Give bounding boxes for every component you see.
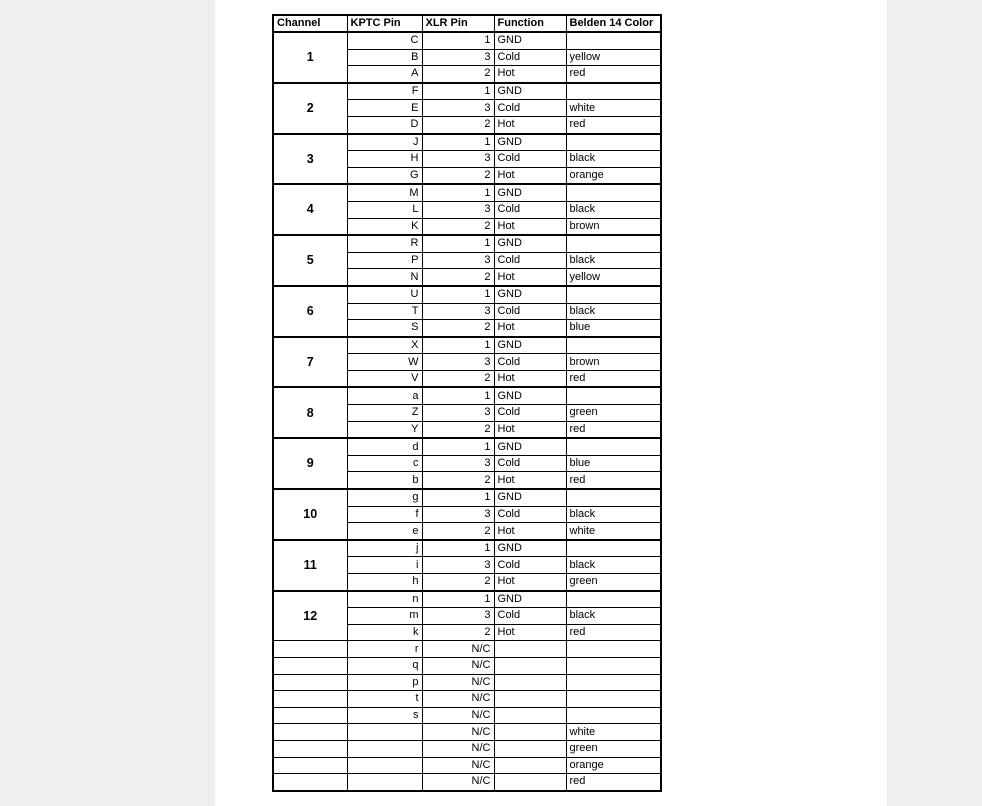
kptc-pin-cell: f	[347, 506, 422, 523]
color-cell: brown	[566, 218, 661, 235]
channel-cell	[273, 774, 347, 791]
table-row-nc	[273, 657, 661, 674]
function-cell: Hot	[494, 116, 566, 133]
kptc-pin-cell: V	[347, 370, 422, 387]
function-cell	[494, 691, 566, 708]
function-cell: Cold	[494, 405, 566, 422]
kptc-pin-cell: F	[347, 83, 422, 100]
function-cell: Hot	[494, 624, 566, 641]
xlr-pin-cell: 1	[422, 83, 494, 100]
kptc-pin-cell: k	[347, 624, 422, 641]
color-cell	[566, 438, 661, 455]
table-row	[273, 387, 661, 404]
color-cell	[566, 691, 661, 708]
function-cell: Cold	[494, 151, 566, 168]
function-cell: Cold	[494, 354, 566, 371]
kptc-pin-cell: c	[347, 455, 422, 472]
color-cell: black	[566, 151, 661, 168]
channel-cell	[273, 657, 347, 674]
channel-cell: 10	[273, 489, 347, 540]
function-cell: GND	[494, 32, 566, 49]
color-cell: black	[566, 252, 661, 269]
color-cell: blue	[566, 320, 661, 337]
channel-cell: 7	[273, 337, 347, 388]
function-cell: Hot	[494, 574, 566, 591]
color-cell: red	[566, 66, 661, 83]
color-cell: red	[566, 116, 661, 133]
xlr-pin-cell: N/C	[422, 691, 494, 708]
table-row	[273, 337, 661, 354]
color-cell	[566, 591, 661, 608]
kptc-pin-cell: X	[347, 337, 422, 354]
xlr-pin-cell: 3	[422, 608, 494, 625]
color-cell	[566, 286, 661, 303]
kptc-pin-cell: Z	[347, 405, 422, 422]
kptc-pin-cell	[347, 774, 422, 791]
kptc-pin-cell: A	[347, 66, 422, 83]
table-row-nc	[273, 740, 661, 757]
xlr-pin-cell: 2	[422, 320, 494, 337]
table-row-nc	[273, 674, 661, 691]
color-cell: black	[566, 557, 661, 574]
xlr-pin-cell: 1	[422, 32, 494, 49]
channel-cell: 5	[273, 235, 347, 286]
function-cell: GND	[494, 134, 566, 151]
xlr-pin-cell: 1	[422, 337, 494, 354]
color-cell: brown	[566, 354, 661, 371]
xlr-pin-cell: 2	[422, 116, 494, 133]
xlr-pin-cell: 2	[422, 370, 494, 387]
color-cell	[566, 674, 661, 691]
function-cell: Hot	[494, 472, 566, 489]
xlr-pin-cell: 3	[422, 303, 494, 320]
xlr-pin-cell: 2	[422, 472, 494, 489]
channel-cell: 9	[273, 438, 347, 489]
xlr-pin-cell: N/C	[422, 724, 494, 741]
kptc-pin-cell: J	[347, 134, 422, 151]
channel-cell	[273, 691, 347, 708]
table-row-nc	[273, 641, 661, 658]
kptc-pin-cell: h	[347, 574, 422, 591]
color-cell: orange	[566, 757, 661, 774]
kptc-pin-cell: K	[347, 218, 422, 235]
column-header-channel: Channel	[273, 15, 347, 32]
color-cell: orange	[566, 167, 661, 184]
kptc-pin-cell: G	[347, 167, 422, 184]
color-cell: yellow	[566, 49, 661, 66]
xlr-pin-cell: N/C	[422, 674, 494, 691]
kptc-pin-cell: U	[347, 286, 422, 303]
function-cell: GND	[494, 184, 566, 201]
color-cell: red	[566, 624, 661, 641]
color-cell: red	[566, 421, 661, 438]
color-cell: green	[566, 574, 661, 591]
table-row	[273, 32, 661, 49]
kptc-pin-cell: d	[347, 438, 422, 455]
function-cell	[494, 774, 566, 791]
table-row	[273, 83, 661, 100]
kptc-pin-cell: p	[347, 674, 422, 691]
function-cell: Hot	[494, 370, 566, 387]
kptc-pin-cell: W	[347, 354, 422, 371]
function-cell: Cold	[494, 201, 566, 218]
kptc-pin-cell: g	[347, 489, 422, 506]
kptc-pin-cell: m	[347, 608, 422, 625]
xlr-pin-cell: 3	[422, 557, 494, 574]
color-cell: white	[566, 523, 661, 540]
xlr-pin-cell: 2	[422, 167, 494, 184]
color-cell	[566, 657, 661, 674]
xlr-pin-cell: 2	[422, 421, 494, 438]
kptc-pin-cell	[347, 740, 422, 757]
xlr-pin-cell: 3	[422, 201, 494, 218]
channel-cell	[273, 740, 347, 757]
color-cell: black	[566, 506, 661, 523]
color-cell	[566, 387, 661, 404]
xlr-pin-cell: 3	[422, 455, 494, 472]
channel-cell: 1	[273, 32, 347, 83]
function-cell: GND	[494, 591, 566, 608]
xlr-pin-cell: 3	[422, 354, 494, 371]
color-cell: green	[566, 405, 661, 422]
table-row-nc	[273, 691, 661, 708]
function-cell	[494, 641, 566, 658]
xlr-pin-cell: 1	[422, 286, 494, 303]
function-cell: Hot	[494, 269, 566, 286]
column-header-belden-color: Belden 14 Color	[566, 15, 661, 32]
kptc-pin-cell: L	[347, 201, 422, 218]
function-cell: Hot	[494, 421, 566, 438]
table-row	[273, 134, 661, 151]
function-cell	[494, 657, 566, 674]
function-cell: Cold	[494, 100, 566, 117]
table-row	[273, 591, 661, 608]
channel-cell	[273, 707, 347, 724]
document-page	[215, 0, 887, 806]
function-cell: GND	[494, 83, 566, 100]
xlr-pin-cell: 3	[422, 151, 494, 168]
function-cell: Cold	[494, 49, 566, 66]
function-cell: GND	[494, 235, 566, 252]
kptc-pin-cell: e	[347, 523, 422, 540]
table-row-nc	[273, 707, 661, 724]
table-row	[273, 286, 661, 303]
function-cell: Cold	[494, 506, 566, 523]
kptc-pin-cell: T	[347, 303, 422, 320]
table-row	[273, 438, 661, 455]
xlr-pin-cell: N/C	[422, 641, 494, 658]
kptc-pin-cell: D	[347, 116, 422, 133]
color-cell: red	[566, 370, 661, 387]
channel-cell: 11	[273, 540, 347, 591]
function-cell	[494, 724, 566, 741]
xlr-pin-cell: 1	[422, 540, 494, 557]
xlr-pin-cell: N/C	[422, 740, 494, 757]
channel-cell	[273, 674, 347, 691]
kptc-pin-cell: n	[347, 591, 422, 608]
xlr-pin-cell: N/C	[422, 757, 494, 774]
xlr-pin-cell: 2	[422, 218, 494, 235]
kptc-pin-cell: q	[347, 657, 422, 674]
kptc-pin-cell: R	[347, 235, 422, 252]
function-cell: Hot	[494, 320, 566, 337]
function-cell: Cold	[494, 557, 566, 574]
color-cell	[566, 32, 661, 49]
channel-cell	[273, 724, 347, 741]
kptc-pin-cell: i	[347, 557, 422, 574]
xlr-pin-cell: 3	[422, 252, 494, 269]
table-row	[273, 489, 661, 506]
color-cell: black	[566, 303, 661, 320]
xlr-pin-cell: 3	[422, 100, 494, 117]
color-cell	[566, 337, 661, 354]
function-cell	[494, 674, 566, 691]
color-cell	[566, 184, 661, 201]
function-cell: Cold	[494, 608, 566, 625]
color-cell: blue	[566, 455, 661, 472]
kptc-pin-cell: E	[347, 100, 422, 117]
table-header	[273, 15, 661, 32]
color-cell: red	[566, 472, 661, 489]
xlr-pin-cell: 1	[422, 438, 494, 455]
xlr-pin-cell: 3	[422, 49, 494, 66]
table-row	[273, 184, 661, 201]
function-cell: GND	[494, 387, 566, 404]
color-cell	[566, 134, 661, 151]
column-header-kptc-pin: KPTC Pin	[347, 15, 422, 32]
table-body	[273, 32, 661, 791]
xlr-pin-cell: 2	[422, 66, 494, 83]
xlr-pin-cell: 1	[422, 591, 494, 608]
xlr-pin-cell: 1	[422, 235, 494, 252]
color-cell	[566, 83, 661, 100]
color-cell: white	[566, 100, 661, 117]
function-cell: Cold	[494, 303, 566, 320]
header-row	[273, 15, 661, 32]
kptc-pin-cell: t	[347, 691, 422, 708]
xlr-pin-cell: 2	[422, 523, 494, 540]
channel-cell	[273, 757, 347, 774]
function-cell: Cold	[494, 455, 566, 472]
xlr-pin-cell: 1	[422, 387, 494, 404]
function-cell: Hot	[494, 218, 566, 235]
xlr-pin-cell: N/C	[422, 774, 494, 791]
color-cell	[566, 707, 661, 724]
kptc-pin-cell: S	[347, 320, 422, 337]
kptc-pin-cell	[347, 757, 422, 774]
channel-cell: 4	[273, 184, 347, 235]
kptc-pin-cell: a	[347, 387, 422, 404]
color-cell	[566, 489, 661, 506]
xlr-pin-cell: 2	[422, 624, 494, 641]
kptc-pin-cell: r	[347, 641, 422, 658]
kptc-pin-cell: B	[347, 49, 422, 66]
wiring-table	[272, 14, 662, 792]
function-cell	[494, 740, 566, 757]
table-row-nc	[273, 757, 661, 774]
table-row-nc	[273, 774, 661, 791]
kptc-pin-cell: Y	[347, 421, 422, 438]
channel-cell: 12	[273, 591, 347, 641]
channel-cell: 2	[273, 83, 347, 134]
xlr-pin-cell: 1	[422, 489, 494, 506]
color-cell: red	[566, 774, 661, 791]
table-row	[273, 540, 661, 557]
kptc-pin-cell: H	[347, 151, 422, 168]
xlr-pin-cell: 2	[422, 574, 494, 591]
color-cell: white	[566, 724, 661, 741]
kptc-pin-cell: b	[347, 472, 422, 489]
channel-cell: 8	[273, 387, 347, 438]
kptc-pin-cell: C	[347, 32, 422, 49]
channel-cell: 6	[273, 286, 347, 337]
color-cell	[566, 235, 661, 252]
column-header-xlr-pin: XLR Pin	[422, 15, 494, 32]
kptc-pin-cell: N	[347, 269, 422, 286]
function-cell	[494, 707, 566, 724]
function-cell: GND	[494, 337, 566, 354]
xlr-pin-cell: N/C	[422, 707, 494, 724]
kptc-pin-cell: P	[347, 252, 422, 269]
function-cell: GND	[494, 438, 566, 455]
color-cell	[566, 540, 661, 557]
color-cell: black	[566, 608, 661, 625]
xlr-pin-cell: 3	[422, 405, 494, 422]
xlr-pin-cell: 1	[422, 134, 494, 151]
function-cell: Cold	[494, 252, 566, 269]
xlr-pin-cell: 3	[422, 506, 494, 523]
function-cell: GND	[494, 489, 566, 506]
function-cell: GND	[494, 540, 566, 557]
xlr-pin-cell: 1	[422, 184, 494, 201]
color-cell: green	[566, 740, 661, 757]
color-cell	[566, 641, 661, 658]
table-row	[273, 235, 661, 252]
kptc-pin-cell: j	[347, 540, 422, 557]
function-cell: Hot	[494, 523, 566, 540]
function-cell: Hot	[494, 167, 566, 184]
kptc-pin-cell: M	[347, 184, 422, 201]
function-cell: GND	[494, 286, 566, 303]
table-row-nc	[273, 724, 661, 741]
xlr-pin-cell: N/C	[422, 657, 494, 674]
function-cell: Hot	[494, 66, 566, 83]
color-cell: yellow	[566, 269, 661, 286]
column-header-function: Function	[494, 15, 566, 32]
function-cell	[494, 757, 566, 774]
channel-cell	[273, 641, 347, 658]
color-cell: black	[566, 201, 661, 218]
channel-cell: 3	[273, 134, 347, 185]
kptc-pin-cell: s	[347, 707, 422, 724]
xlr-pin-cell: 2	[422, 269, 494, 286]
kptc-pin-cell	[347, 724, 422, 741]
